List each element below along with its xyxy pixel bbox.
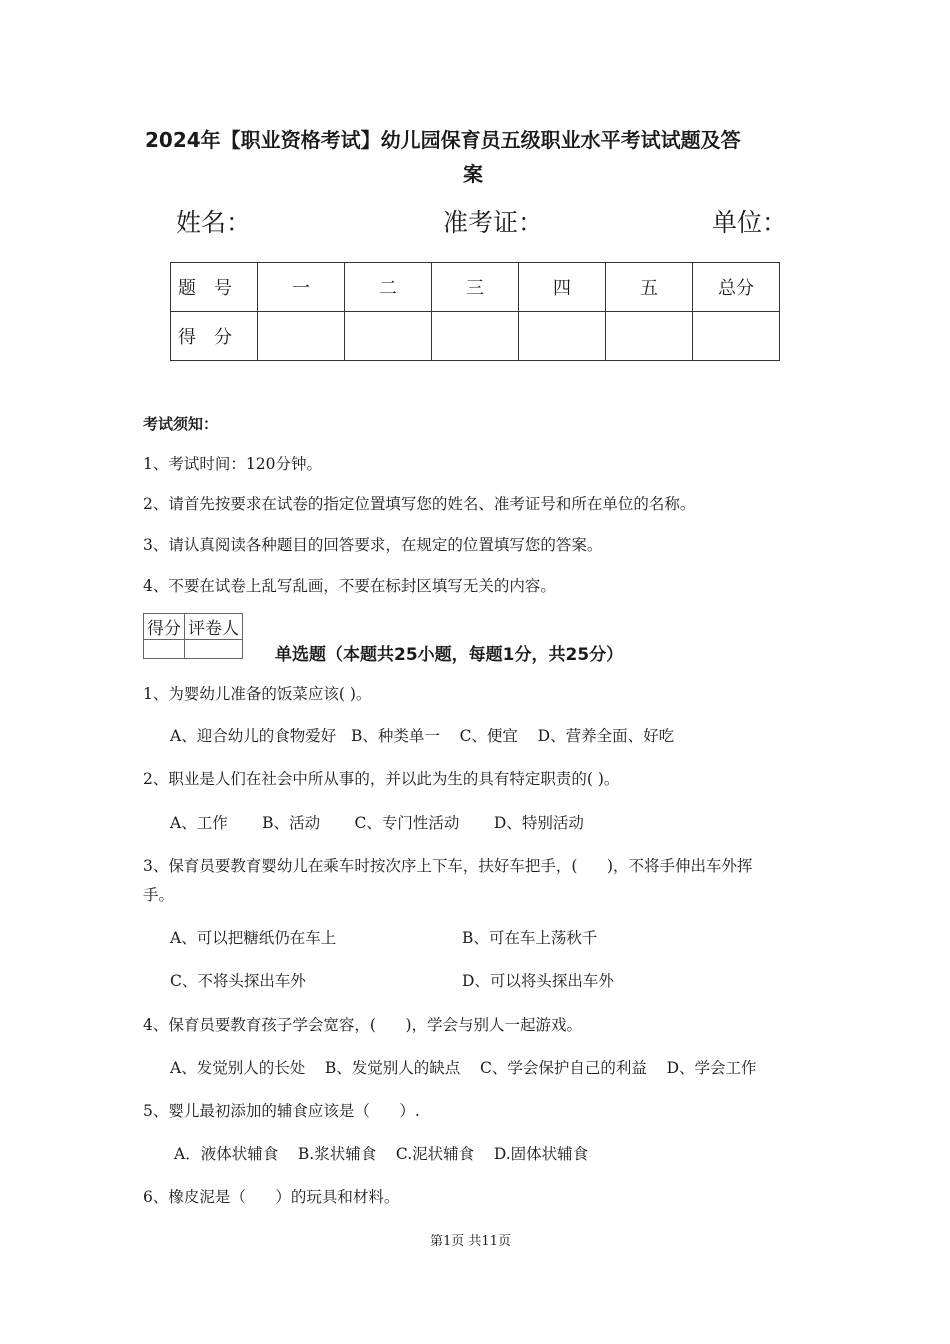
score-header-5: 五 <box>606 263 693 312</box>
score-table <box>170 262 780 361</box>
question-1: 1、为婴幼儿准备的饭菜应该( )。 <box>143 685 372 703</box>
name-label: 姓名： <box>176 208 252 237</box>
page-title-line1: 2024年【职业资格考试】幼儿园保育员五级职业水平考试试题及答 <box>145 128 741 152</box>
question-3: 3、保育员要教育婴幼儿在乘车时按次序上下车，扶好车把手，( )，不将手伸出车外挥 <box>143 857 753 875</box>
grader-box <box>143 613 243 659</box>
question-5: 5、婴儿最初添加的辅食应该是（ ）. <box>143 1102 420 1120</box>
score-header-1: 一 <box>258 263 345 312</box>
question-2-options: A、工作 B、活动 C、专门性活动 D、特别活动 <box>170 814 584 832</box>
score-header-label: 题号 <box>171 263 258 312</box>
question-3-option-c: C、不将头探出车外 <box>170 972 306 990</box>
question-4: 4、保育员要教育孩子学会宽容，( )，学会与别人一起游戏。 <box>143 1016 583 1034</box>
question-3-option-b: B、可在车上荡秋千 <box>462 929 598 947</box>
page-footer: 第1页 共11页 <box>430 1234 511 1249</box>
score-cell-2[interactable] <box>345 312 432 361</box>
grader-name-cell[interactable] <box>185 640 243 659</box>
score-header-row <box>171 263 780 312</box>
score-header-2: 二 <box>345 263 432 312</box>
unit-label: 单位： <box>712 208 788 237</box>
score-header-3: 三 <box>432 263 519 312</box>
section-heading: 单选题（本题共25小题，每题1分，共25分） <box>275 645 624 665</box>
score-header-4: 四 <box>519 263 606 312</box>
question-2: 2、职业是人们在社会中所从事的，并以此为生的具有特定职责的( )。 <box>143 770 620 788</box>
question-3-cont: 手。 <box>143 886 175 904</box>
notice-heading: 考试须知： <box>143 415 219 433</box>
notice-item: 2、请首先按要求在试卷的指定位置填写您的姓名、准考证号和所在单位的名称。 <box>143 495 696 513</box>
score-cell-3[interactable] <box>432 312 519 361</box>
score-cell-total[interactable] <box>693 312 780 361</box>
grader-name-label: 评卷人 <box>185 614 243 640</box>
page-title-line2: 案 <box>463 162 483 186</box>
question-5-options: A．液体状辅食 B.浆状辅食 C.泥状辅食 D.固体状辅食 <box>174 1145 589 1163</box>
score-cell-4[interactable] <box>519 312 606 361</box>
score-value-row <box>171 312 780 361</box>
score-cell-1[interactable] <box>258 312 345 361</box>
score-cell-5[interactable] <box>606 312 693 361</box>
score-header-total: 总分 <box>693 263 780 312</box>
notice-item: 4、不要在试卷上乱写乱画，不要在标封区填写无关的内容。 <box>143 577 556 595</box>
question-4-options: A、发觉别人的长处 B、发觉别人的缺点 C、学会保护自己的利益 D、学会工作 <box>170 1059 757 1077</box>
score-row-label: 得分 <box>171 312 258 361</box>
notice-item: 1、考试时间：120分钟。 <box>143 455 322 473</box>
notice-item: 3、请认真阅读各种题目的回答要求，在规定的位置填写您的答案。 <box>143 536 603 554</box>
question-3-option-d: D、可以将头探出车外 <box>462 972 614 990</box>
question-1-options: A、迎合幼儿的食物爱好 B、种类单一 C、便宜 D、营养全面、好吃 <box>170 727 675 745</box>
exam-id-label: 准考证： <box>443 208 544 237</box>
question-6: 6、橡皮泥是（ ）的玩具和材料。 <box>143 1188 400 1206</box>
question-3-option-a: A、可以把糖纸仍在车上 <box>170 929 337 947</box>
grader-score-label: 得分 <box>144 614 185 640</box>
grader-score-cell[interactable] <box>144 640 185 659</box>
